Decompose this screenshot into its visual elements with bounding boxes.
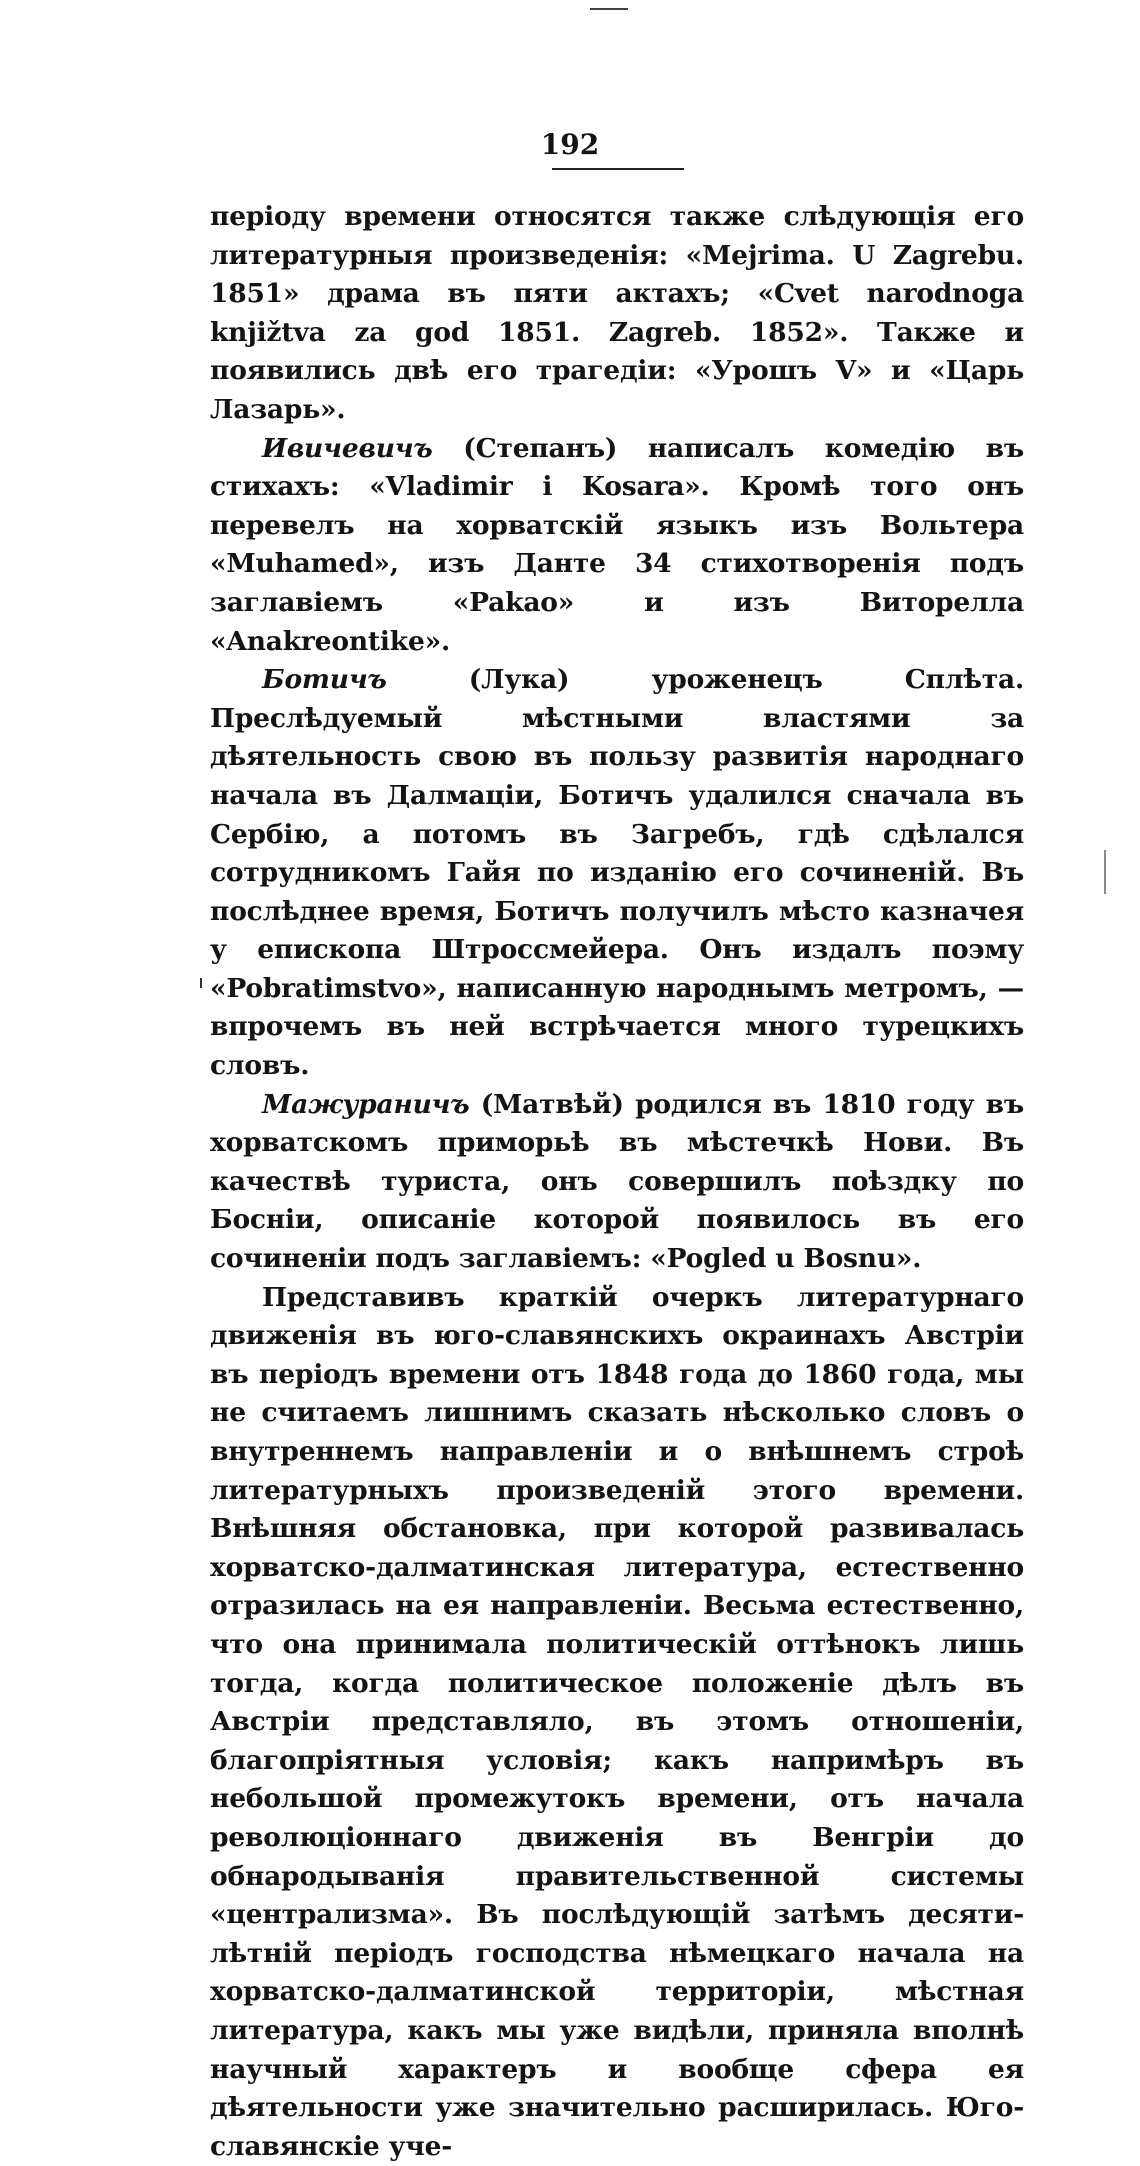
paragraph-2 [210,430,1024,662]
margin-pencil-mark [1104,850,1106,894]
paragraph-5: Представивъ краткій очеркъ литературнаго движенія въ юго-славянскихъ окраинахъ Австріи въ періодъ времени отъ 1848 года до 1860 года, мы не считаемъ лишнимъ сказать нѣсколько словъ о внутреннемъ направленіи и о внѣшнемъ строѣ литературныхъ произведеній этого времени. Внѣшняя обстановка, при которой развивалась хорватско-далматинская литература, естественно отразилась на ея направленіи. Весьма естественно, что она принимала политическій оттѣнокъ лишь тогда, когда политическое положеніе дѣлъ въ Австріи представляло, въ этомъ отношеніи, благопріятныя условія; какъ напримѣръ въ небольшой промежутокъ времени, отъ начала революціоннаго движенія въ Венгріи до обнародыванія правительственной системы «централизма». Въ послѣдующій затѣмъ десяти-лѣтній періодъ господства нѣмецкаго начала на хорватско-далматинской территоріи, мѣстная литература, какъ мы уже видѣли, приняла вполнѣ научный характеръ и вообще сфера ея дѣятельности уже значительно расширилась. Юго-славянскіе уче- [210,1281,1024,2162]
paragraph-1: періоду времени относятся также слѣдующія его литературныя произведенія: «Mejrima. U Zagrebu. 1851» драма въ пяти актахъ; «Cvet narodnoga knjižtva za god 1851. Zagreb. 1852». Также и появились двѣ его трагедіи: «Урошъ V» и «Царь Лазарь». [210,201,1024,425]
paragraph-3-text: (Лука) уроженецъ Сплѣта. Преслѣдуемый мѣстными властями за дѣятельность свою въ пользу развитія народнаго начала въ Далмаціи, Ботичъ удалился сначала въ Сербію, а потомъ въ Загребъ, гдѣ сдѣлался сотрудникомъ Гайя по изданію его сочиненій. Въ послѣднее время, Ботичъ получилъ мѣсто казначея у епископа Штроссмейера. Онъ издалъ поэму «Pobratimstvo», написанную народнымъ метромъ, — впрочемъ въ ней встрѣчается много турецкихъ словъ. [210,664,1024,1082]
author-name-botich: Ботичъ [262,664,387,696]
author-name-mazhuranich: Мажураничъ [262,1088,470,1120]
scan-artifact-mark [590,0,628,10]
author-name-ivichevich: Ивичевичъ [262,432,433,464]
page-number: 192 [540,128,600,161]
paragraph-2-text: (Степанъ) написалъ комедію въ стихахъ: «Vladimir i Kosara». Кромѣ того онъ перевелъ на хорватскій языкъ изъ Вольтера «Muhamed», изъ Данте 34 стихотворенія подъ заглавіемъ «Pakao» и изъ Виторелла «Anakreontike». [210,432,1024,657]
paragraph-3 [210,661,1024,1086]
page-number-rule [552,168,684,170]
paragraph-4 [210,1086,1024,1279]
paragraph-4-text: (Матвѣй) родился въ 1810 году въ хорватскомъ приморьѣ въ мѣстечкѣ Нови. Въ качествѣ туриста, онъ совершилъ поѣздку по Босніи, описаніе которой появилось въ его сочиненіи подъ заглавіемъ: «Pogled u Bosnu». [210,1088,1024,1275]
margin-tick-mark [200,978,202,988]
body-text [210,198,1024,2166]
